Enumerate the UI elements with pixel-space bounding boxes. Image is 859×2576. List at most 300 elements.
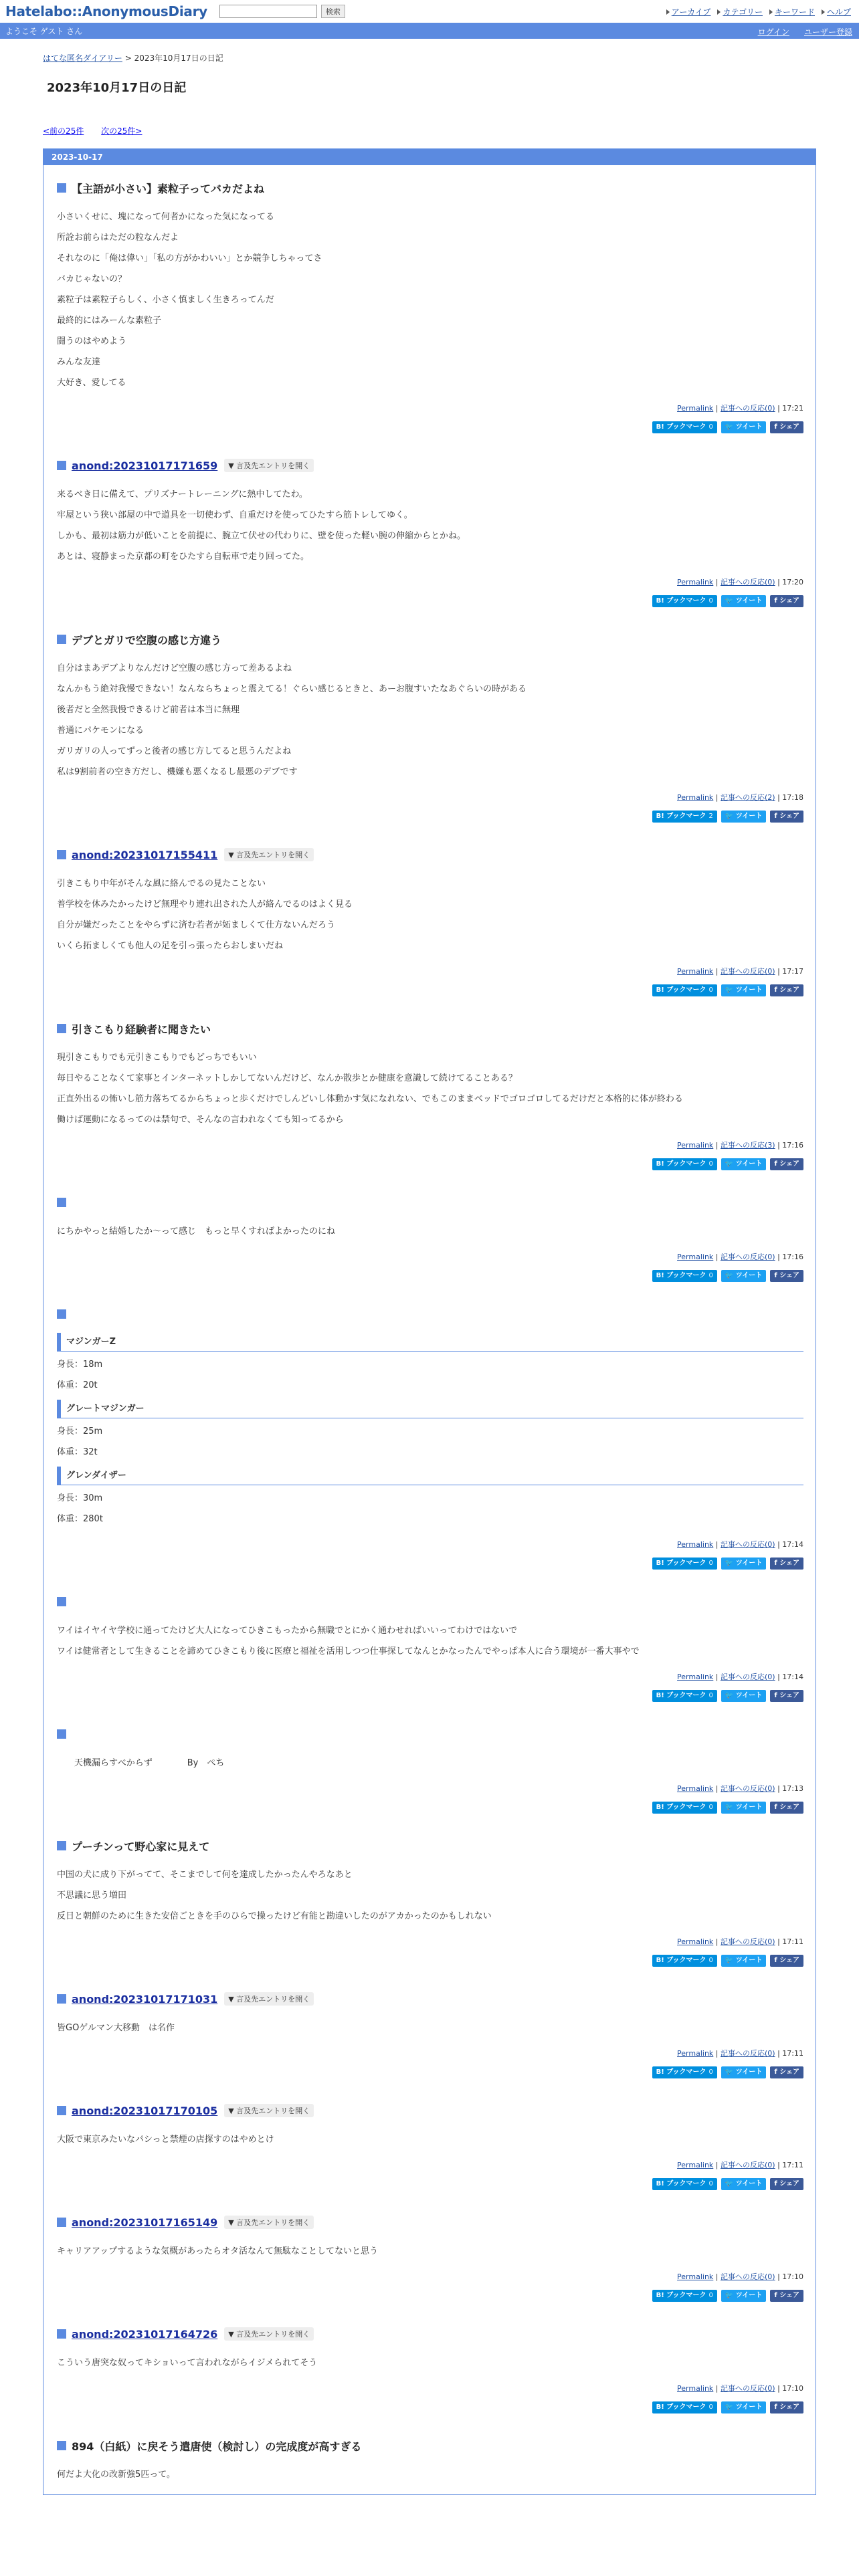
reactions-link[interactable]: 記事への反応(0) — [721, 2272, 775, 2281]
meta-separator: | — [775, 1784, 783, 1793]
entry-line: 最終的にはみーんな素粒子 — [57, 316, 162, 326]
entry-title — [57, 631, 803, 647]
share-buttons — [57, 811, 803, 823]
facebook-share-button[interactable]: f シェア — [770, 2290, 803, 2302]
entry-title-link[interactable]: anond:20231017155411 — [72, 848, 218, 861]
entry-title-text: デブとガリで空腹の感じ方違う — [72, 633, 222, 647]
permalink-link[interactable]: Permalink — [677, 1253, 714, 1261]
entry-line: あとは、寝静まった京都の町をひたすら自転車で走り回ってた。 — [57, 552, 310, 562]
entry-title — [57, 1194, 803, 1210]
entry-time: 17:11 — [782, 1937, 803, 1946]
hatena-bookmark-button[interactable]: B! ブックマーク 0 — [652, 2066, 717, 2078]
entry-line: 後者だと全然我慢できるけど前者は本当に無理 — [57, 705, 240, 715]
entry-marker-icon[interactable] — [57, 850, 66, 859]
entry-title-link[interactable]: anond:20231017171031 — [72, 1992, 218, 2006]
entry — [43, 617, 816, 832]
entry-marker-icon[interactable] — [57, 1309, 66, 1319]
entry-body — [57, 1620, 803, 1662]
entry-meta — [57, 2048, 803, 2058]
facebook-share-button[interactable]: f シェア — [770, 421, 803, 433]
meta-separator: | — [775, 2049, 783, 2058]
entry-line: ワイは健常者として生きることを諦めてひきこもり後に医療と福祉を活用しつつ仕事探してなんとかなったんでやっぱ本人に合う環境が一番大事やで — [57, 1646, 640, 1656]
entry-marker-icon[interactable] — [57, 2329, 66, 2339]
entry-meta — [57, 1671, 803, 1682]
reactions-link[interactable]: 記事への反応(0) — [721, 578, 775, 586]
meta-separator: | — [775, 1141, 783, 1150]
entry-line: 素粒子は素粒子らしく、小さく慎ましく生きろってんだ — [57, 295, 274, 305]
nav-help-link[interactable]: ヘルプ — [826, 7, 851, 17]
tweet-button[interactable]: 🐦 ツイート — [721, 2290, 766, 2302]
hatena-bookmark-button[interactable]: B! ブックマーク 0 — [652, 1270, 717, 1282]
entry-title — [57, 1021, 803, 1037]
entry-body — [57, 1753, 803, 1774]
tweet-button[interactable]: 🐦 ツイート — [721, 2066, 766, 2078]
entry-line: 牢屋という狭い部屋の中で道具を一切使わず、自重だけを使ってひたすら筋トレしてゆく。 — [57, 510, 413, 520]
meta-separator: | — [775, 1540, 783, 1549]
entry-body — [57, 873, 803, 956]
meta-separator: | — [775, 1253, 783, 1261]
meta-separator: | — [713, 404, 721, 413]
reactions-link[interactable]: 記事への反応(0) — [721, 404, 775, 413]
main-content — [0, 52, 859, 2495]
share-buttons — [57, 595, 803, 607]
share-buttons — [57, 1270, 803, 1282]
permalink-link[interactable]: Permalink — [677, 2272, 714, 2281]
share-buttons — [57, 2066, 803, 2078]
breadcrumb-separator: > — [122, 53, 134, 63]
share-buttons — [57, 1690, 803, 1702]
nav-archive-link[interactable]: アーカイブ — [671, 7, 711, 17]
entry-body — [57, 1221, 803, 1242]
entry-line: 働けば運動になるってのは禁句で、そんなの言われなくても知ってるから — [57, 1115, 344, 1125]
meta-separator: | — [713, 578, 721, 586]
entry-title-link[interactable]: anond:20231017165149 — [72, 2216, 218, 2229]
facebook-share-button[interactable]: f シェア — [770, 1802, 803, 1814]
entry-line: キャリアアップするような気概があったらオタ活なんて無駄なことしてないと思う — [57, 2246, 378, 2256]
permalink-link[interactable]: Permalink — [677, 967, 714, 976]
entry-title — [57, 2103, 803, 2119]
reactions-link[interactable]: 記事への反応(0) — [721, 1673, 775, 1681]
meta-separator: | — [713, 1253, 721, 1261]
register-link[interactable]: ユーザー登録 — [803, 27, 852, 37]
entry-time: 17:18 — [782, 793, 803, 802]
bookmark-count: 0 — [708, 597, 713, 605]
meta-separator: | — [713, 1540, 721, 1549]
entry-title-text: 894（白紙）に戻そう遣唐使（検討し）の完成度が高すぎる — [72, 2440, 362, 2453]
entry-marker-icon[interactable] — [57, 2106, 66, 2115]
entry — [43, 2199, 816, 2311]
search-input[interactable] — [219, 5, 317, 18]
entry-meta — [57, 1251, 803, 1262]
tweet-button[interactable]: 🐦 ツイート — [721, 1558, 766, 1570]
entry — [43, 1006, 816, 1180]
share-buttons — [57, 421, 803, 433]
meta-separator: | — [775, 2384, 783, 2393]
reactions-link[interactable]: 記事への反応(0) — [721, 1784, 775, 1793]
entry-marker-icon[interactable] — [57, 1994, 66, 2004]
entry-title — [57, 1594, 803, 1610]
entry-meta — [57, 576, 803, 587]
facebook-share-button[interactable]: f シェア — [770, 811, 803, 823]
entry-time: 17:10 — [782, 2384, 803, 2393]
share-buttons — [57, 2401, 803, 2413]
entry-meta — [57, 1936, 803, 1947]
facebook-share-button[interactable]: f シェア — [770, 595, 803, 607]
entry-meta — [57, 792, 803, 802]
entry-body — [57, 2353, 803, 2373]
permalink-link[interactable]: Permalink — [677, 578, 714, 586]
bookmark-count: 0 — [708, 1804, 713, 1811]
permalink-link[interactable]: Permalink — [677, 1784, 714, 1793]
open-reference-button[interactable]: ▼ 言及先エントリを開く — [224, 2104, 314, 2117]
hatena-bookmark-button[interactable]: B! ブックマーク 2 — [652, 811, 717, 823]
entry-time: 17:16 — [782, 1253, 803, 1261]
entry-line: いくら拓ましくても他人の足を引っ張ったらおしまいだね — [57, 941, 284, 951]
open-reference-button[interactable]: ▼ 言及先エントリを開く — [224, 2327, 314, 2341]
entry-line: 普通にパケモンになる — [57, 726, 145, 736]
section-heading: マジンガーZ — [57, 1333, 803, 1352]
hatena-bookmark-button[interactable]: B! ブックマーク 0 — [652, 1955, 717, 1967]
entry-title — [57, 1306, 803, 1322]
entry — [43, 165, 816, 443]
entry-title — [57, 847, 803, 863]
nav-keyword-link[interactable]: キーワード — [774, 7, 815, 17]
entry-marker-icon[interactable] — [57, 1024, 66, 1033]
facebook-share-button[interactable]: f シェア — [770, 1158, 803, 1170]
bookmark-count: 0 — [708, 2292, 713, 2299]
entry-line: しかも、最初は筋力が低いことを前提に、腕立て伏せの代わりに、壁を使った軽い腕の伸縮からとかね。 — [57, 531, 466, 541]
entry-line: 毎日やることなくて家事とインターネットしかしてないんだけど、なんか散歩とか健康を意識して続けてることある？ — [57, 1073, 517, 1083]
hatena-bookmark-button[interactable]: B! ブックマーク 0 — [652, 984, 717, 996]
entry-line: 来るべき日に備えて、プリズナートレーニングに熱中してたわ。 — [57, 490, 308, 500]
entry-line: ガリガリの人ってずっと後者の感じ方してると思うんだよね — [57, 746, 292, 756]
entry-title — [57, 2214, 803, 2230]
entry-title — [57, 180, 803, 196]
meta-separator: | — [713, 1937, 721, 1946]
reactions-link[interactable]: 記事への反応(3) — [721, 1141, 775, 1150]
site-logo[interactable]: Hatelabo::AnonymousDiary — [5, 3, 207, 19]
entry-title-link[interactable]: anond:20231017171659 — [72, 459, 218, 472]
permalink-link[interactable]: Permalink — [677, 1673, 714, 1681]
entry-title — [57, 2326, 803, 2342]
entry-marker-icon[interactable] — [57, 2218, 66, 2227]
entry-title-text: プーチンって野心家に見えて — [72, 1840, 210, 1853]
open-reference-button[interactable]: ▼ 言及先エントリを開く — [224, 848, 314, 861]
meta-separator: | — [775, 1673, 783, 1681]
entry-line: 身長：25m — [57, 1426, 103, 1436]
tweet-button[interactable]: 🐦 ツイート — [721, 595, 766, 607]
entry-time: 17:11 — [782, 2161, 803, 2169]
reactions-link[interactable]: 記事への反応(0) — [721, 2384, 775, 2393]
entry — [43, 1976, 816, 2088]
hatena-bookmark-button[interactable]: B! ブックマーク 0 — [652, 595, 717, 607]
entry-title-text: 【主語が小さい】素粒子ってバカだよね — [72, 182, 265, 195]
open-reference-button[interactable]: ▼ 言及先エントリを開く — [224, 2216, 314, 2229]
entry-time: 17:20 — [782, 578, 803, 586]
entry-body — [57, 1047, 803, 1130]
entry-list — [43, 165, 816, 2494]
entry — [43, 2423, 816, 2494]
entry-body — [57, 658, 803, 782]
entry-line: 天機漏らすべからず By ぺち — [57, 1758, 225, 1768]
bookmark-count: 0 — [708, 1160, 713, 1168]
entry — [43, 2311, 816, 2423]
bookmark-count: 2 — [708, 813, 713, 820]
entry-line: 現引きこもりでも元引きこもりでもどっちでもいい — [57, 1053, 257, 1063]
pager — [43, 125, 816, 136]
tweet-button[interactable]: 🐦 ツイート — [721, 1802, 766, 1814]
breadcrumb — [43, 52, 816, 64]
open-reference-button[interactable]: ▼ 言及先エントリを開く — [224, 459, 314, 472]
entry-body — [57, 484, 803, 567]
entry-body — [57, 2018, 803, 2038]
entry-body — [57, 2129, 803, 2150]
entry-meta — [57, 1140, 803, 1150]
hatena-bookmark-button[interactable]: B! ブックマーク 0 — [652, 1690, 717, 1702]
meta-separator: | — [775, 404, 783, 413]
nav-archive[interactable] — [666, 6, 711, 17]
entry-body — [57, 207, 803, 393]
meta-separator: | — [713, 1784, 721, 1793]
entry-line: こういう唐突な奴ってキショいって言われながらイジメられてそう — [57, 2358, 318, 2368]
breadcrumb-current: 2023年10月17日の日記 — [134, 53, 223, 63]
reactions-link[interactable]: 記事への反応(0) — [721, 967, 775, 976]
entry-line: みんな友達 — [57, 357, 101, 367]
meta-separator: | — [713, 793, 721, 802]
bookmark-count: 0 — [708, 2180, 713, 2187]
meta-separator: | — [775, 2161, 783, 2169]
entry-title-text: 引きこもり経験者に聞きたい — [72, 1023, 211, 1036]
nav-help[interactable] — [822, 6, 851, 17]
hatena-bookmark-button[interactable]: B! ブックマーク 0 — [652, 1558, 717, 1570]
login-link[interactable]: ログイン — [757, 27, 789, 37]
tweet-button[interactable]: 🐦 ツイート — [721, 1158, 766, 1170]
meta-separator: | — [775, 967, 783, 976]
breadcrumb-home[interactable]: はてな匿名ダイアリー — [43, 53, 122, 63]
entry-title — [57, 1726, 803, 1742]
next-page-link[interactable]: 次の25件> — [101, 126, 142, 136]
entry-line: 所詮お前らはただの粒なんだよ — [57, 233, 179, 243]
bookmark-count: 0 — [708, 1560, 713, 1567]
top-nav — [666, 6, 851, 17]
hatena-bookmark-button[interactable]: B! ブックマーク 0 — [652, 421, 717, 433]
entry-line: 何だよ大化の改新強5匹って。 — [57, 2470, 176, 2480]
entry-meta — [57, 2271, 803, 2282]
entry — [43, 443, 816, 617]
meta-separator: | — [775, 793, 783, 802]
entry-line: 普学校を休みたかったけど無理やり連れ出された人が絡んでるのはよく見る — [57, 899, 353, 909]
entry — [43, 1180, 816, 1291]
facebook-share-button[interactable]: f シェア — [770, 984, 803, 996]
entry-title-link[interactable]: anond:20231017170105 — [72, 2104, 218, 2117]
entry-meta — [57, 966, 803, 976]
entry-line: それなのに「俺は偉い」「私の方がかわいい」とか競争しちゃってさ — [57, 253, 322, 263]
reactions-link[interactable]: 記事への反応(2) — [721, 793, 775, 802]
permalink-link[interactable]: Permalink — [677, 1141, 714, 1150]
bookmark-count: 0 — [708, 1692, 713, 1699]
section-heading: グレンダイザー — [57, 1467, 803, 1485]
entry-marker-icon[interactable] — [57, 183, 66, 193]
entry-marker-icon[interactable] — [57, 1841, 66, 1850]
entry-meta — [57, 1783, 803, 1794]
tweet-button[interactable]: 🐦 ツイート — [721, 2178, 766, 2190]
open-reference-button[interactable]: ▼ 言及先エントリを開く — [224, 1992, 314, 2006]
prev-page-link[interactable]: <前の25件 — [43, 126, 84, 136]
entry-body — [57, 1333, 803, 1529]
entry-body — [57, 2464, 803, 2485]
entry-line: 引きこもり中年がそんな風に絡んでるの見たことない — [57, 879, 266, 889]
entry-line: 身長：18m — [57, 1360, 103, 1370]
permalink-link[interactable]: Permalink — [677, 793, 714, 802]
reactions-link[interactable]: 記事への反応(0) — [721, 2049, 775, 2058]
tweet-button[interactable]: 🐦 ツイート — [721, 1955, 766, 1967]
facebook-share-button[interactable]: f シェア — [770, 1690, 803, 1702]
hatena-bookmark-button[interactable]: B! ブックマーク 0 — [652, 1802, 717, 1814]
reactions-link[interactable]: 記事への反応(0) — [721, 1253, 775, 1261]
top-header — [0, 0, 859, 23]
entry-line: 皆GOゲルマン大移動 は名作 — [57, 2023, 175, 2033]
entry-title — [57, 1838, 803, 1854]
reactions-link[interactable]: 記事への反応(0) — [721, 2161, 775, 2169]
entry-line: なんかもう絶対我慢できない！なんならちょっと震えてる！ぐらい感じるときと、あーお腹すいたなあぐらいの時がある — [57, 684, 527, 694]
permalink-link[interactable]: Permalink — [677, 2384, 714, 2393]
search-button[interactable]: 検索 — [321, 5, 345, 18]
share-buttons — [57, 1802, 803, 1814]
bookmark-count: 0 — [708, 2403, 713, 2411]
tweet-button[interactable]: 🐦 ツイート — [721, 811, 766, 823]
entry — [43, 1291, 816, 1579]
entry-line: 闘うのはやめよう — [57, 336, 127, 346]
permalink-link[interactable]: Permalink — [677, 2049, 714, 2058]
entry — [43, 1823, 816, 1976]
day-section — [43, 148, 816, 2495]
facebook-share-button[interactable]: f シェア — [770, 1558, 803, 1570]
meta-separator: | — [713, 1141, 721, 1150]
user-bar — [0, 23, 859, 39]
entry-line: 体重：280t — [57, 1514, 103, 1524]
entry-line: 正直外出るの怖いし筋力落ちてるからちょっと歩くだけでしんどいし体動かす気になれない、でもこのままベッドでゴロゴロしてるだけだと本格的に体が終わる — [57, 1094, 683, 1104]
entry — [43, 1579, 816, 1711]
permalink-link[interactable]: Permalink — [677, 1540, 714, 1549]
entry-line: ワイはイヤイヤ学校に通ってたけど大人になってひきこもったから無職でとにかく通わせればいいってわけではないで — [57, 1626, 518, 1636]
meta-separator: | — [713, 2384, 721, 2393]
day-header: 2023-10-17 — [43, 149, 816, 165]
entry-time: 17:17 — [782, 967, 803, 976]
tweet-button[interactable]: 🐦 ツイート — [721, 1690, 766, 1702]
tweet-button[interactable]: 🐦 ツイート — [721, 2401, 766, 2413]
entry-title — [57, 457, 803, 473]
entry-line: 大好き、愛してる — [57, 378, 126, 388]
meta-separator: | — [713, 1673, 721, 1681]
entry-line: 反日と朝鮮のために生きた安倍ごときを手のひらで操ったけど有能と勘違いしたのがアカかったのかもしれない — [57, 1911, 492, 1921]
entry-title — [57, 1991, 803, 2007]
tweet-button[interactable]: 🐦 ツイート — [721, 984, 766, 996]
bookmark-count: 0 — [708, 1272, 713, 1279]
permalink-link[interactable]: Permalink — [677, 1937, 714, 1946]
welcome-text: ようこそ ゲスト さん — [5, 26, 83, 36]
nav-category[interactable] — [717, 6, 763, 17]
entry-line: 自分が嫌だったことをやらずに済む若者が妬ましくて仕方ないんだろう — [57, 920, 336, 930]
hatena-bookmark-button[interactable]: B! ブックマーク 0 — [652, 2290, 717, 2302]
share-buttons — [57, 1955, 803, 1967]
facebook-share-button[interactable]: f シェア — [770, 2401, 803, 2413]
entry-title-link[interactable]: anond:20231017164726 — [72, 2327, 218, 2341]
nav-keyword[interactable] — [769, 6, 815, 17]
facebook-share-button[interactable]: f シェア — [770, 2178, 803, 2190]
meta-separator: | — [713, 2161, 721, 2169]
entry-body — [57, 2241, 803, 2262]
entry-marker-icon[interactable] — [57, 635, 66, 644]
entry-marker-icon[interactable] — [57, 1198, 66, 1207]
hatena-bookmark-button[interactable]: B! ブックマーク 0 — [652, 2178, 717, 2190]
facebook-share-button[interactable]: f シェア — [770, 2066, 803, 2078]
reactions-link[interactable]: 記事への反応(0) — [721, 1540, 775, 1549]
share-buttons — [57, 1158, 803, 1170]
entry-line: 小さいくせに、塊になって何者かになった気になってる — [57, 212, 275, 222]
bookmark-count: 0 — [708, 1957, 713, 1964]
entry-line: 体重：32t — [57, 1447, 98, 1457]
entry-line: 中国の犬に成り下がってて、そこまでして何を達成したかったんやろなあと — [57, 1870, 353, 1880]
permalink-link[interactable]: Permalink — [677, 404, 714, 413]
entry-meta — [57, 2383, 803, 2393]
entry-time: 17:14 — [782, 1540, 803, 1549]
reactions-link[interactable]: 記事への反応(0) — [721, 1937, 775, 1946]
entry-marker-icon[interactable] — [57, 461, 66, 470]
entry-time: 17:13 — [782, 1784, 803, 1793]
permalink-link[interactable]: Permalink — [677, 2161, 714, 2169]
facebook-share-button[interactable]: f シェア — [770, 1270, 803, 1282]
entry-line: にちかやっと結婚したか〜って感じ もっと早くすればよかったのにね — [57, 1226, 336, 1237]
entry-marker-icon[interactable] — [57, 1729, 66, 1739]
entry-time: 17:21 — [782, 404, 803, 413]
share-buttons — [57, 2178, 803, 2190]
entry-meta — [57, 2159, 803, 2170]
entry-marker-icon[interactable] — [57, 2441, 66, 2450]
entry-time: 17:11 — [782, 2049, 803, 2058]
entry — [43, 2088, 816, 2199]
entry-marker-icon[interactable] — [57, 1597, 66, 1606]
entry-meta — [57, 403, 803, 413]
entry-line: 不思議に思う増田 — [57, 1891, 127, 1901]
meta-separator: | — [713, 967, 721, 976]
share-buttons — [57, 2290, 803, 2302]
entry-line: 自分はまあデブよりなんだけど空腹の感じ方って差あるよね — [57, 663, 292, 673]
entry-body — [57, 1864, 803, 1927]
entry — [43, 1711, 816, 1823]
entry-line: 私は9割前者の空き方だし、機嫌も悪くなるし最悪のデブです — [57, 767, 298, 777]
meta-separator: | — [775, 1937, 783, 1946]
share-buttons — [57, 1558, 803, 1570]
hatena-bookmark-button[interactable]: B! ブックマーク 0 — [652, 2401, 717, 2413]
entry-line: バカじゃないの？ — [57, 274, 127, 284]
hatena-bookmark-button[interactable]: B! ブックマーク 0 — [652, 1158, 717, 1170]
entry-time: 17:16 — [782, 1141, 803, 1150]
meta-separator: | — [713, 2272, 721, 2281]
meta-separator: | — [775, 2272, 783, 2281]
bookmark-count: 0 — [708, 2068, 713, 2076]
entry-line: 身長：30m — [57, 1493, 103, 1503]
entry-line: 大阪で東京みたいなパシっと禁煙の店探すのはやめとけ — [57, 2135, 274, 2145]
meta-separator: | — [713, 2049, 721, 2058]
tweet-button[interactable]: 🐦 ツイート — [721, 421, 766, 433]
facebook-share-button[interactable]: f シェア — [770, 1955, 803, 1967]
nav-category-link[interactable]: カテゴリー — [723, 7, 763, 17]
tweet-button[interactable]: 🐦 ツイート — [721, 1270, 766, 1282]
entry-time: 17:14 — [782, 1673, 803, 1681]
entry — [43, 832, 816, 1006]
bookmark-count: 0 — [708, 423, 713, 431]
entry-title — [57, 2438, 803, 2454]
